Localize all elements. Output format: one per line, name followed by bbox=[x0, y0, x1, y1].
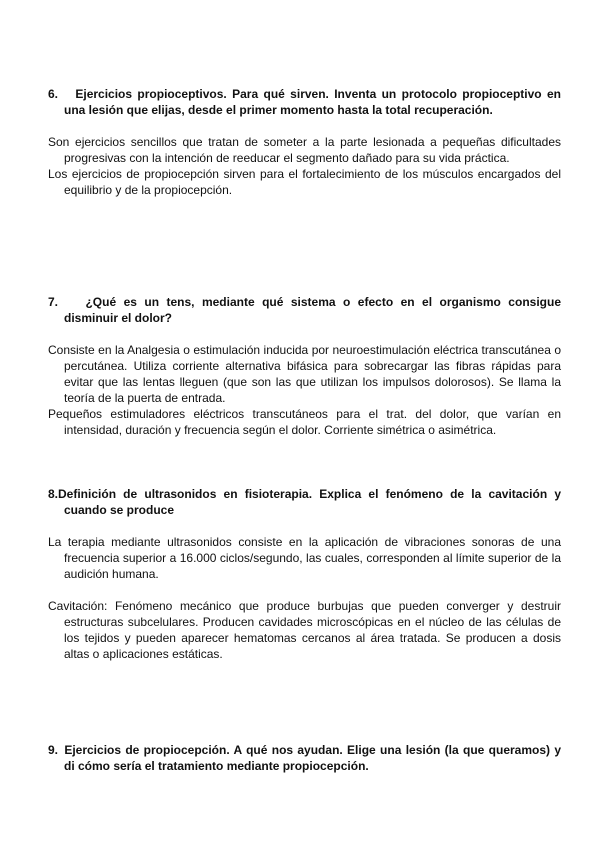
question-6-number: 6. bbox=[48, 87, 59, 101]
question-7-answer-1: Consiste en la Analgesia o estimulación inducida por neuroestimulación eléctrica transcutánea o percutánea. Utiliza corriente alternativa bifásica para sobrecargar las fibras rápidas para evitar que las lentas lleguen (que son las que utilizan los impulsos dolorosos). Se llama la teoría de la puerta de entrada. bbox=[48, 343, 561, 405]
question-7-answer-2: Pequeños estimuladores eléctricos transcutáneos para el trat. del dolor, que varían en intensidad, duración y frecuencia según el dolor. Corriente simétrica o asimétrica. bbox=[48, 407, 561, 437]
question-8-title: Definición de ultrasonidos en fisioterapia. Explica el fenómeno de la cavitación y cuando se produce bbox=[58, 487, 561, 517]
question-6-answer-2: Los ejercicios de propiocepción sirven para el fortalecimiento de los músculos encargados del equilibrio y de la propiocepción. bbox=[48, 167, 561, 197]
question-6-heading bbox=[48, 86, 561, 118]
question-7-title: ¿Qué es un tens, mediante qué sistema o efecto en el organismo consigue disminuir el dolor? bbox=[64, 295, 561, 325]
question-8-number: 8. bbox=[48, 487, 59, 501]
question-9-title: Ejercicios de propiocepción. A qué nos ayudan. Elige una lesión (la que queramos) y di cómo sería el tratamiento mediante propiocepción. bbox=[64, 743, 561, 773]
question-8-answer-1: La terapia mediante ultrasonidos consiste en la aplicación de vibraciones sonoras de una frecuencia superior a 16.000 ciclos/segundo, las cuales, corresponden al límite superior de la audición humana. bbox=[48, 535, 561, 581]
question-8-heading bbox=[48, 486, 561, 518]
question-6-title: Ejercicios propioceptivos. Para qué sirven. Inventa un protocolo propioceptivo en una lesión que elijas, desde el primer momento hasta la total recuperación. bbox=[64, 87, 561, 117]
question-7-number: 7. bbox=[48, 295, 59, 309]
question-7-heading bbox=[48, 294, 561, 326]
question-6-answer-1: Son ejercicios sencillos que tratan de someter a la parte lesionada a pequeñas dificultades progresivas con la intención de reeducar el segmento dañado para su vida práctica. bbox=[48, 135, 561, 165]
question-9-heading bbox=[48, 742, 561, 774]
question-8-answer-2: Cavitación: Fenómeno mecánico que produce burbujas que pueden converger y destruir estructuras subcelulares. Producen cavidades microscópicas en el núcleo de las células de los tejidos y pueden aparecer hematomas cercanos al área tratada. Se producen a dosis altas o aplicaciones estáticas. bbox=[48, 599, 561, 661]
question-9-number: 9. bbox=[48, 743, 59, 757]
